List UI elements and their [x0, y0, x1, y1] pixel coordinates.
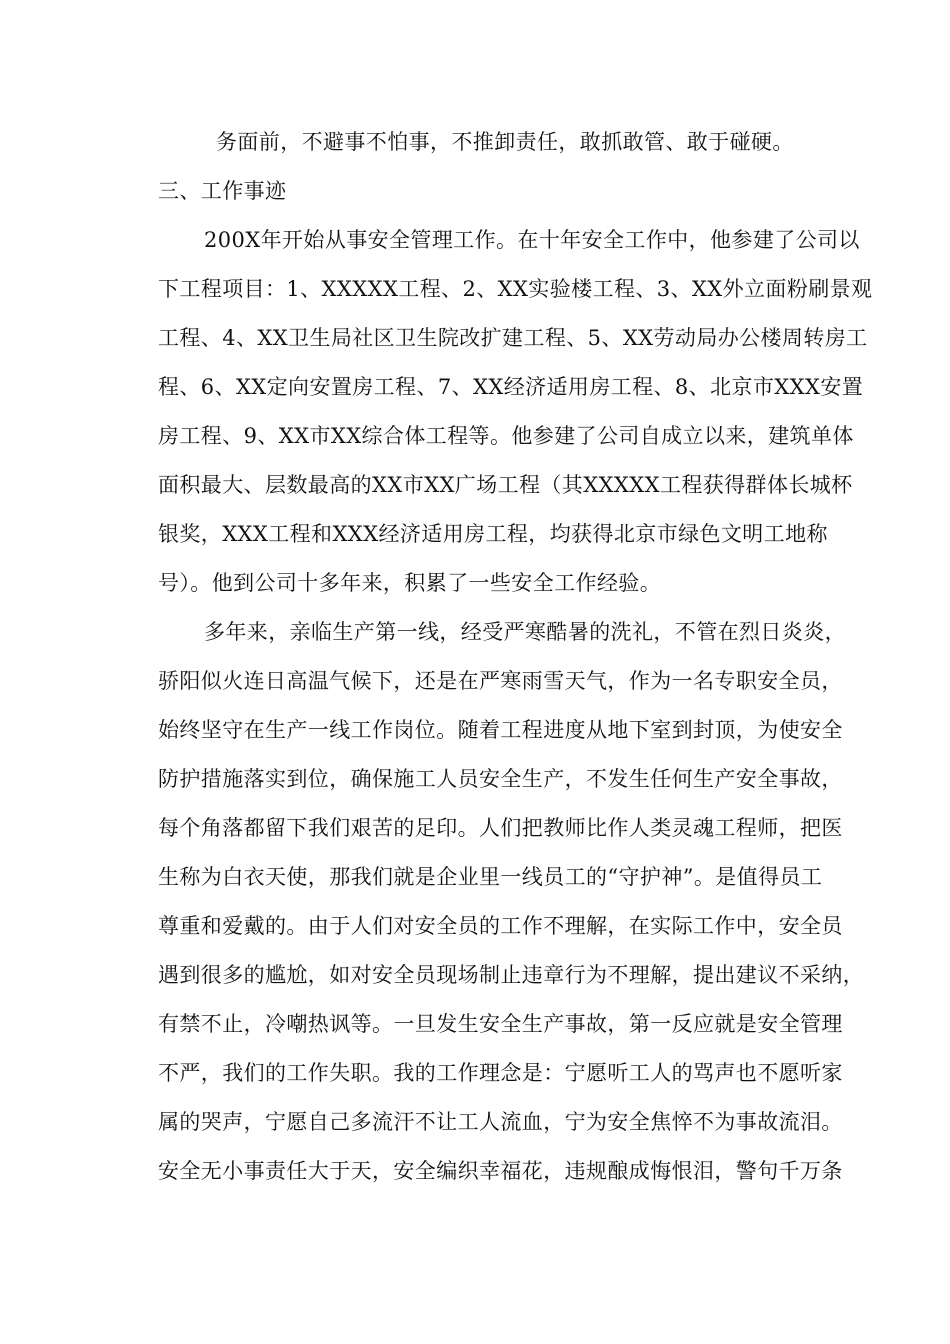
text-line: 工程、4、XX卫生局社区卫生院改扩建工程、5、XX劳动局办公楼周转房工	[158, 326, 868, 350]
text-line: 面积最大、层数最高的XX市XX广场工程（其XXXXX工程获得群体长城杯	[158, 473, 853, 497]
text-line: 属的哭声，宁愿自己多流汗不让工人流血，宁为安全焦悴不为事故流泪。	[158, 1110, 843, 1134]
section-heading: 三、工作事迹	[158, 179, 287, 203]
text-line: 尊重和爱戴的。由于人们对安全员的工作不理解，在实际工作中，安全员	[158, 914, 843, 938]
text-line: 安全无小事责任大于天，安全编织幸福花，违规酿成悔恨泪，警句千万条	[158, 1159, 843, 1183]
text-line: 200X年开始从事安全管理工作。在十年安全工作中，他参建了公司以	[204, 228, 860, 252]
text-line: 银奖，XXX工程和XXX经济适用房工程，均获得北京市绿色文明工地称	[158, 522, 828, 546]
text-line: 防护措施落实到位，确保施工人员安全生产，不发生任何生产安全事故，	[158, 767, 843, 791]
text-line: 房工程、9、XX市XX综合体工程等。他参建了公司自成立以来，建筑单体	[158, 424, 854, 448]
text-line: 多年来，亲临生产第一线，经受严寒酷暑的洗礼，不管在烈日炎炎，	[204, 620, 846, 644]
body-text	[158, 118, 886, 1196]
text-line: 遇到很多的尴尬，如对安全员现场制止违章行为不理解，提出建议不采纳，	[158, 963, 865, 987]
text-line: 号）。他到公司十多年来，积累了一些安全工作经验。	[158, 571, 662, 595]
text-line: 生称为白衣天使，那我们就是企业里一线员工的“守护神”。是值得员工	[158, 865, 823, 889]
text-line: 每个角落都留下我们艰苦的足印。人们把教师比作人类灵魂工程师，把医	[158, 816, 843, 840]
text-line: 骄阳似火连日高温气候下，还是在严寒雨雪天气，作为一名专职安全员，	[158, 669, 843, 693]
text-line: 有禁不止，冷嘲热讽等。一旦发生安全生产事故，第一反应就是安全管理	[158, 1012, 843, 1036]
text-line: 程、6、XX定向安置房工程、7、XX经济适用房工程、8、北京市XXX安置	[158, 375, 864, 399]
text-line: 下工程项目：1、XXXXX工程、2、XX实验楼工程、3、XX外立面粉刷景观	[158, 277, 873, 301]
text-line: 始终坚守在生产一线工作岗位。随着工程进度从地下室到封顶，为使安全	[158, 718, 843, 742]
text-line: 不严，我们的工作失职。我的工作理念是：宁愿听工人的骂声也不愿听家	[158, 1061, 843, 1085]
text-line: 务面前，不避事不怕事，不推卸责任，敢抓敢管、敢于碰硬。	[216, 130, 794, 154]
